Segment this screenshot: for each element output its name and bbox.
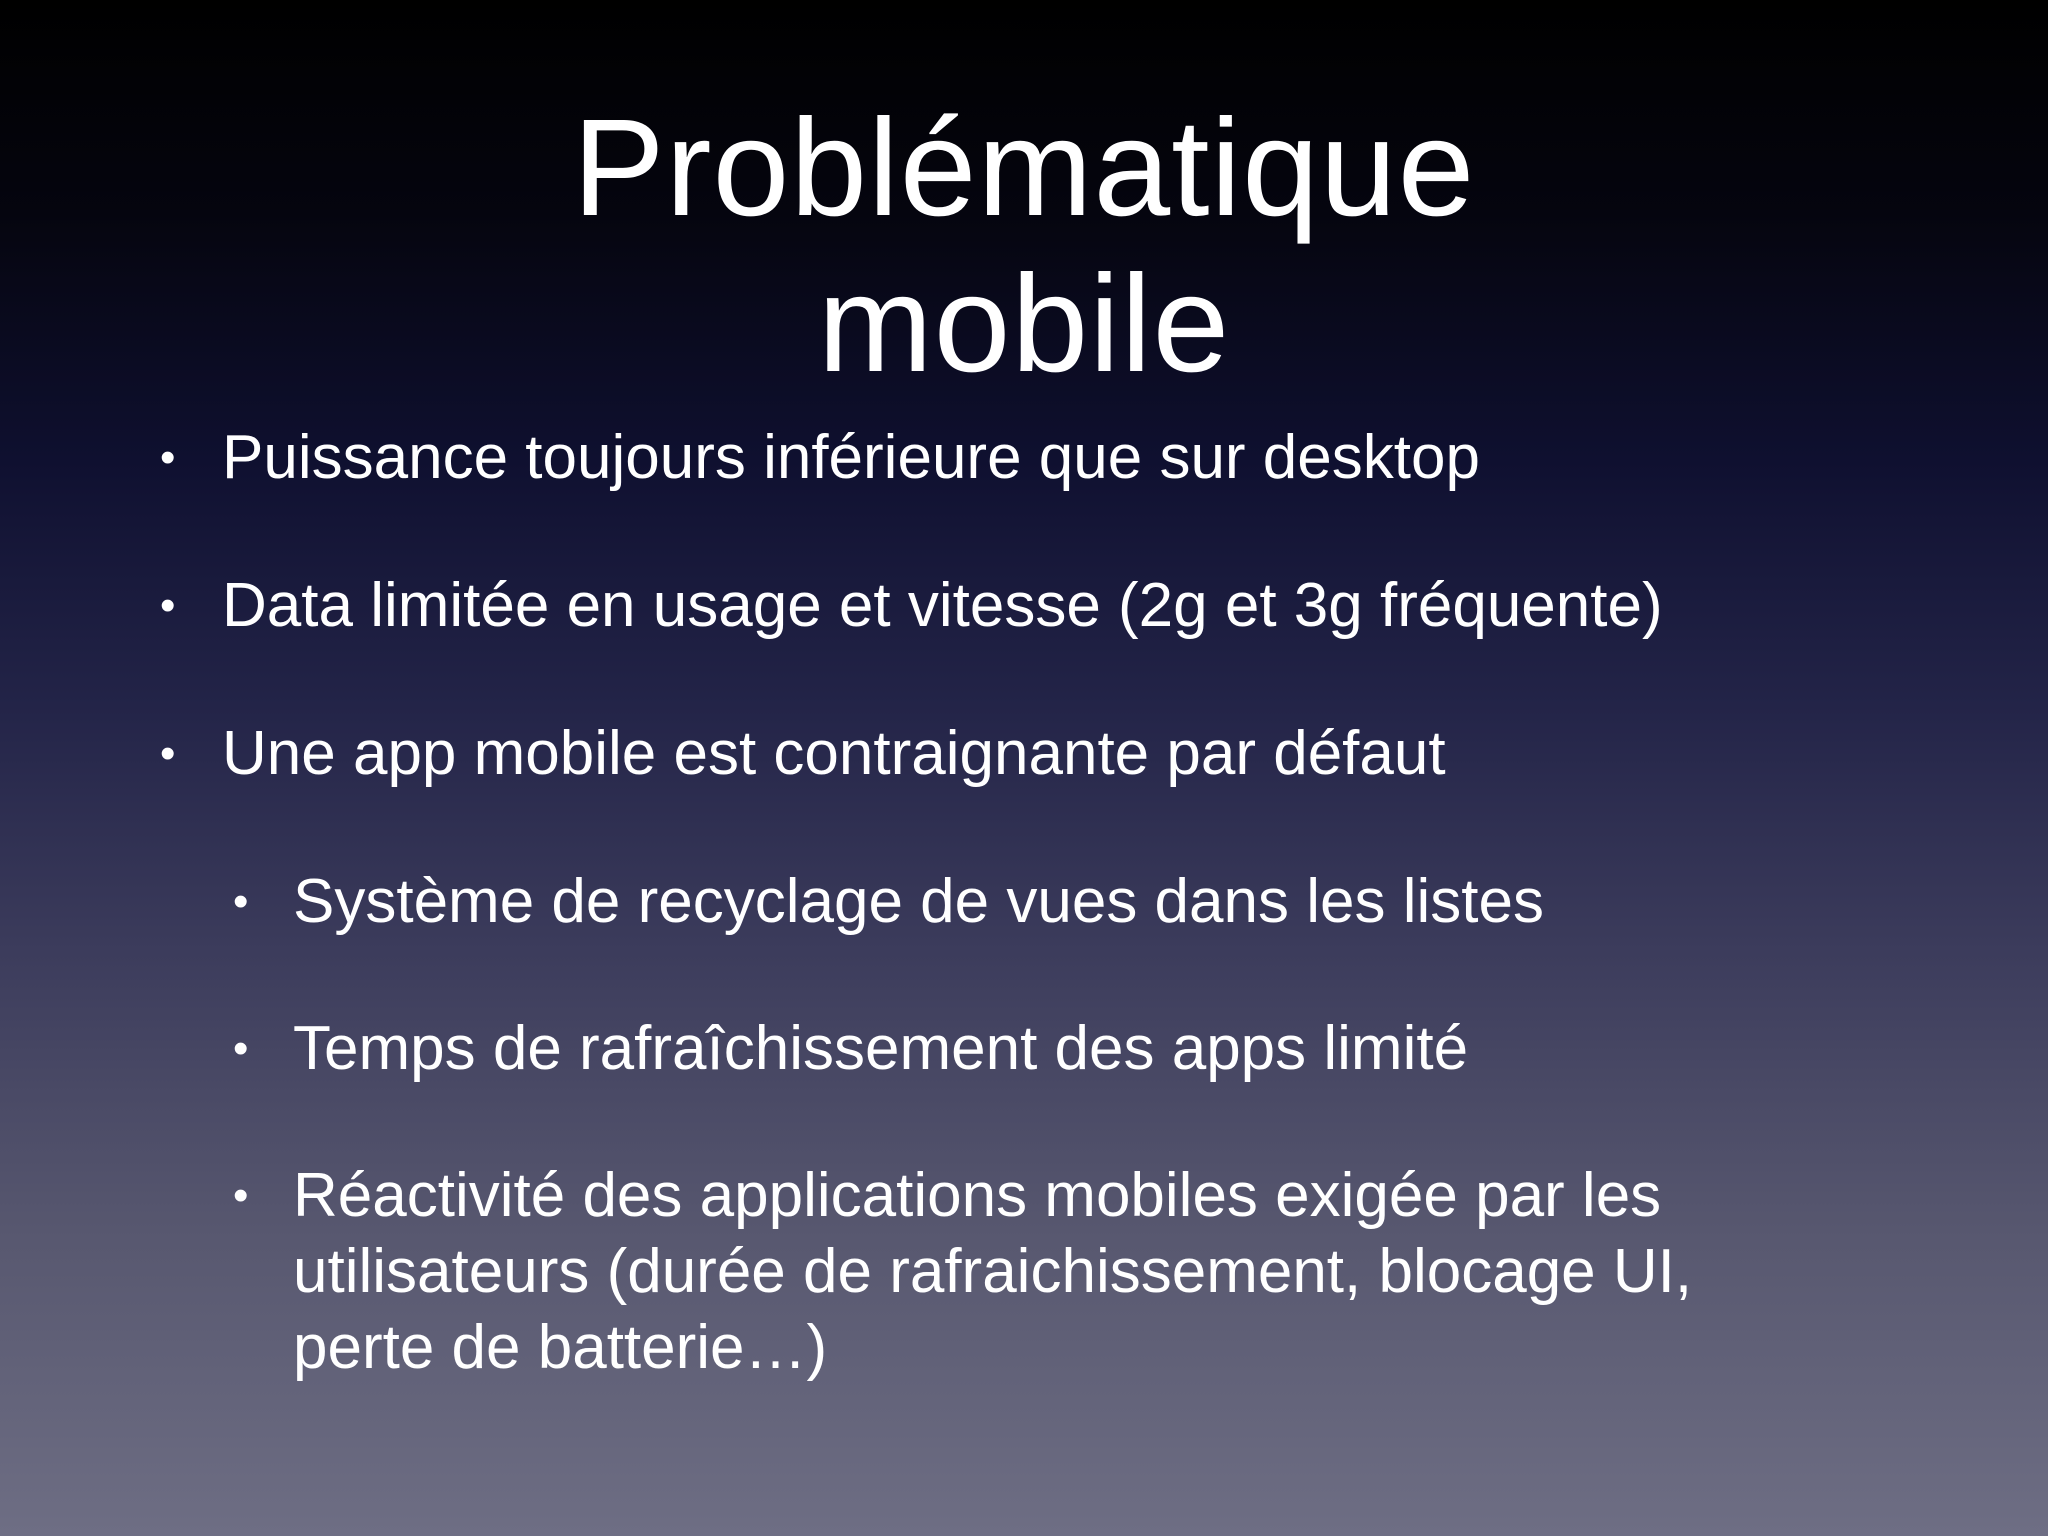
bullet-dot-icon: •: [160, 729, 176, 778]
bullet-item: [160, 716, 1446, 792]
bullet-text: Réactivité des applications mobiles exigée par les utilisateurs (durée de rafraichissement, blocage UI, perte de batterie…): [293, 1161, 1693, 1382]
sub-bullet-item: [233, 864, 1544, 940]
bullet-text: Data limitée en usage et vitesse (2g et 3g fréquente): [222, 571, 1663, 640]
bullet-text: Une app mobile est contraignante par défaut: [222, 719, 1446, 788]
sub-bullet-item: [233, 1158, 1813, 1386]
bullet-dot-icon: •: [160, 581, 176, 630]
bullet-dot-icon: •: [233, 1024, 249, 1073]
bullet-text: Puissance toujours inférieure que sur desktop: [222, 423, 1480, 492]
bullet-dot-icon: •: [233, 1171, 249, 1220]
bullet-text: Système de recyclage de vues dans les listes: [293, 867, 1544, 936]
bullet-dot-icon: •: [233, 877, 249, 926]
slide-title-line-2: mobile: [817, 247, 1231, 401]
sub-bullet-item: [233, 1011, 1469, 1087]
bullet-item: [160, 420, 1480, 496]
bullet-item: [160, 568, 1663, 644]
bullet-dot-icon: •: [160, 433, 176, 482]
slide-title-line-1: Problématique: [572, 91, 1476, 245]
bullet-text: Temps de rafraîchissement des apps limité: [293, 1014, 1469, 1083]
